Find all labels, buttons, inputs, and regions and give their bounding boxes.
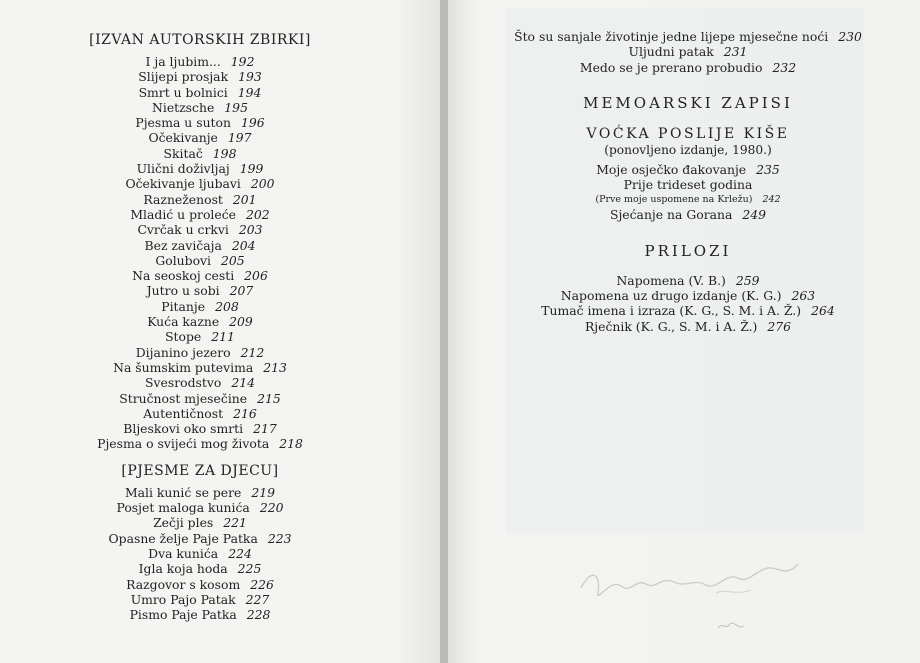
left-page xyxy=(0,0,440,663)
toc-entry xyxy=(40,515,360,530)
toc-entry-page-number: 226 xyxy=(250,576,274,592)
toc-entry-page-number: 198 xyxy=(212,145,237,161)
toc-entry-title: Svesrodstvo xyxy=(145,375,222,391)
toc-entry-page-number: 242 xyxy=(762,194,781,206)
toc-entry-title: Stope xyxy=(165,329,202,345)
toc-entry xyxy=(488,192,888,207)
toc-entry xyxy=(488,29,888,44)
toc-entry-title: Golubovi xyxy=(155,252,211,268)
toc-entry-title: (Prve moje uspomene na Krležu) xyxy=(595,194,753,206)
toc-entry-title: Stručnost mjesečine xyxy=(119,390,248,406)
toc-entry xyxy=(40,176,360,191)
toc-entry xyxy=(40,161,360,176)
spacer xyxy=(40,452,360,462)
section-heading-memoarski: MEMOARSKI ZAPISI xyxy=(583,93,793,112)
toc-entry-title: Igla koja hoda xyxy=(138,561,228,577)
toc-entry-page-number: 228 xyxy=(246,607,271,623)
toc-entry-title: Pjesma u suton xyxy=(135,115,231,131)
toc-entry-title: Zečji ples xyxy=(153,515,214,531)
right-page xyxy=(448,0,920,663)
toc-entry xyxy=(40,561,360,576)
toc-entry xyxy=(40,146,360,161)
toc-entry xyxy=(40,268,360,283)
toc-list-izvan xyxy=(40,54,360,452)
toc-entry xyxy=(40,391,360,406)
toc-entry-page-number: 223 xyxy=(267,530,292,546)
toc-entry-title: Što su sanjale životinje jedne lijepe mjesečne noći xyxy=(514,29,829,44)
toc-entry-page-number: 249 xyxy=(742,207,767,223)
toc-entry-title: Razgovor s kosom xyxy=(126,576,241,592)
toc-entry-page-number: 221 xyxy=(223,515,247,531)
toc-entry xyxy=(40,69,360,84)
toc-entry-page-number: 196 xyxy=(240,115,265,131)
toc-entry-title: Umro Pajo Patak xyxy=(130,591,236,607)
toc-entry xyxy=(40,299,360,314)
toc-entry-title: Napomena uz drugo izdanje (K. G.) xyxy=(560,288,782,304)
section-heading-prilozi: PRILOZI xyxy=(644,241,732,260)
toc-entry-page-number: 263 xyxy=(791,288,816,304)
toc-entry-title: Smrt u bolnici xyxy=(138,84,228,100)
toc-list-pjesme-za-djecu xyxy=(40,485,360,623)
right-toc-column xyxy=(488,29,888,334)
toc-entry-page-number: 224 xyxy=(228,545,252,561)
toc-entry-title: Pjesma o svijeći mog života xyxy=(97,436,270,452)
toc-entry-page-number: 211 xyxy=(211,329,235,345)
toc-entry-page-number: 207 xyxy=(229,283,254,299)
toc-entry xyxy=(40,314,360,329)
toc-entry xyxy=(40,436,360,451)
toc-entry-page-number: 215 xyxy=(257,390,281,406)
toc-entry-title: Dva kunića xyxy=(148,545,219,561)
toc-entry xyxy=(488,44,888,59)
toc-entry-title: Dijanino jezero xyxy=(135,344,231,360)
toc-entry xyxy=(40,546,360,561)
signature-show-through-icon xyxy=(576,548,806,608)
spacer xyxy=(488,223,888,241)
toc-entry-page-number: 205 xyxy=(221,252,245,268)
toc-entry-page-number: 203 xyxy=(238,222,263,238)
toc-entry-page-number: 217 xyxy=(253,421,277,437)
toc-entry-title: Posjet maloga kunića xyxy=(116,500,250,516)
toc-entry-page-number: 206 xyxy=(244,268,268,284)
toc-entry-page-number: 276 xyxy=(767,318,792,334)
toc-entry-title: Opasne želje Paje Patka xyxy=(108,530,258,546)
toc-entry-page-number: 220 xyxy=(259,500,284,516)
toc-entry xyxy=(40,592,360,607)
toc-entry xyxy=(40,485,360,500)
toc-entry-title: Napomena (V. B.) xyxy=(616,272,726,288)
toc-entry-title: Rječnik (K. G., S. M. i A. Ž.) xyxy=(584,318,758,334)
toc-entry-title: Skitač xyxy=(163,145,203,161)
subsection-heading-vocka: VOĆKA POSLIJE KIŠE xyxy=(586,125,790,142)
toc-entry-page-number: 225 xyxy=(237,561,262,577)
toc-entry-page-number: 231 xyxy=(723,44,748,60)
toc-entry xyxy=(40,283,360,298)
toc-entry-title: Jutro u sobi xyxy=(146,283,220,299)
toc-entry xyxy=(40,345,360,360)
toc-entry-title: Na seoskoj cesti xyxy=(132,268,235,284)
toc-entry xyxy=(488,162,888,177)
toc-entry-title: Nietzsche xyxy=(152,99,215,115)
toc-list-memoir xyxy=(488,162,888,223)
toc-entry-title: Bljeskovi oko smrti xyxy=(123,421,244,437)
toc-entry-page-number: 192 xyxy=(230,54,255,69)
toc-entry-page-number: 199 xyxy=(239,161,264,177)
toc-entry-page-number: 200 xyxy=(250,176,275,192)
toc-entry-page-number: 193 xyxy=(238,69,262,85)
toc-list-prilozi xyxy=(488,273,888,334)
toc-entry-title: Ulični doživljaj xyxy=(136,161,230,177)
toc-entry-page-number: 204 xyxy=(231,237,256,253)
toc-list-continued xyxy=(488,29,888,75)
toc-entry xyxy=(40,406,360,421)
toc-entry-title: Očekivanje xyxy=(148,130,218,146)
toc-entry xyxy=(488,60,888,75)
toc-entry-page-number: 218 xyxy=(279,436,303,452)
toc-entry-title: Pitanje xyxy=(161,298,206,314)
toc-entry xyxy=(488,273,888,288)
toc-entry-page-number: 213 xyxy=(263,359,287,375)
toc-entry-title: Moje osječko đakovanje xyxy=(596,161,747,177)
toc-entry xyxy=(40,360,360,375)
toc-entry xyxy=(488,177,888,192)
toc-entry-page-number: 195 xyxy=(224,99,248,115)
toc-entry xyxy=(40,192,360,207)
toc-entry-page-number: 202 xyxy=(245,206,270,222)
toc-entry-title: Slijepi prosjak xyxy=(138,69,229,85)
pencil-mark-icon xyxy=(716,618,746,634)
toc-entry-page-number: 235 xyxy=(756,161,780,177)
toc-entry-title: Autentičnost xyxy=(143,405,224,421)
toc-entry xyxy=(40,130,360,145)
toc-entry xyxy=(40,375,360,390)
toc-entry-title: Mali kunić se pere xyxy=(124,484,242,500)
toc-entry-title: Sjećanje na Gorana xyxy=(609,207,733,223)
section-heading-pjesme-za-djecu: [PJESME ZA DJECU] xyxy=(121,462,279,479)
toc-entry-title: Uljudni patak xyxy=(628,44,714,60)
left-toc-column xyxy=(40,31,360,622)
toc-entry-page-number: 194 xyxy=(237,84,262,100)
toc-entry xyxy=(488,319,888,334)
toc-entry-page-number: 209 xyxy=(229,314,253,330)
toc-entry xyxy=(488,288,888,303)
toc-entry-page-number: 232 xyxy=(772,59,797,75)
toc-entry-page-number: 219 xyxy=(251,484,276,500)
toc-entry-title: Pismo Paje Patka xyxy=(129,607,237,623)
spacer xyxy=(488,261,888,273)
section-heading-izvan: [IZVAN AUTORSKIH ZBIRKI] xyxy=(89,32,311,48)
toc-entry xyxy=(40,253,360,268)
book-gutter xyxy=(440,0,448,663)
toc-entry-title: Bez zavičaja xyxy=(144,237,222,253)
toc-entry-title: I ja ljubim... xyxy=(145,54,221,69)
toc-entry-title: Kuća kazne xyxy=(147,314,220,330)
toc-entry xyxy=(488,207,888,222)
edition-note: (ponovljeno izdanje, 1980.) xyxy=(604,142,772,157)
toc-entry xyxy=(40,531,360,546)
toc-entry-page-number: 216 xyxy=(233,405,257,421)
spacer xyxy=(488,113,888,125)
toc-entry-title: Očekivanje ljubavi xyxy=(125,176,241,192)
toc-entry-page-number: 201 xyxy=(232,191,257,207)
toc-entry-page-number: 214 xyxy=(231,375,255,391)
toc-entry-page-number: 197 xyxy=(227,130,252,146)
toc-entry-title: Mladić u proleće xyxy=(130,206,236,222)
toc-entry xyxy=(40,607,360,622)
toc-entry xyxy=(40,115,360,130)
toc-entry-title: Prije trideset godina xyxy=(623,177,753,193)
toc-entry xyxy=(40,100,360,115)
toc-entry xyxy=(488,303,888,318)
toc-entry xyxy=(40,85,360,100)
toc-entry xyxy=(40,238,360,253)
toc-entry-page-number: 208 xyxy=(215,298,239,314)
toc-entry xyxy=(40,222,360,237)
toc-entry-page-number: 230 xyxy=(838,29,862,44)
toc-entry-page-number: 259 xyxy=(735,272,760,288)
toc-entry xyxy=(40,577,360,592)
toc-entry-page-number: 212 xyxy=(240,344,265,360)
toc-entry xyxy=(40,207,360,222)
toc-entry-page-number: 264 xyxy=(811,303,835,319)
toc-entry-title: Razneženost xyxy=(143,191,223,207)
toc-entry-page-number: 227 xyxy=(245,591,270,607)
spacer xyxy=(488,75,888,93)
toc-entry xyxy=(40,54,360,69)
toc-entry-title: Na šumskim putevima xyxy=(113,359,254,375)
toc-entry-title: Cvrčak u crkvi xyxy=(137,222,229,238)
toc-entry xyxy=(40,329,360,344)
toc-entry-title: Medo se je prerano probudio xyxy=(579,59,763,75)
toc-entry xyxy=(40,421,360,436)
toc-entry-title: Tumač imena i izraza (K. G., S. M. i A. Ž.) xyxy=(541,303,802,319)
toc-entry xyxy=(40,500,360,515)
